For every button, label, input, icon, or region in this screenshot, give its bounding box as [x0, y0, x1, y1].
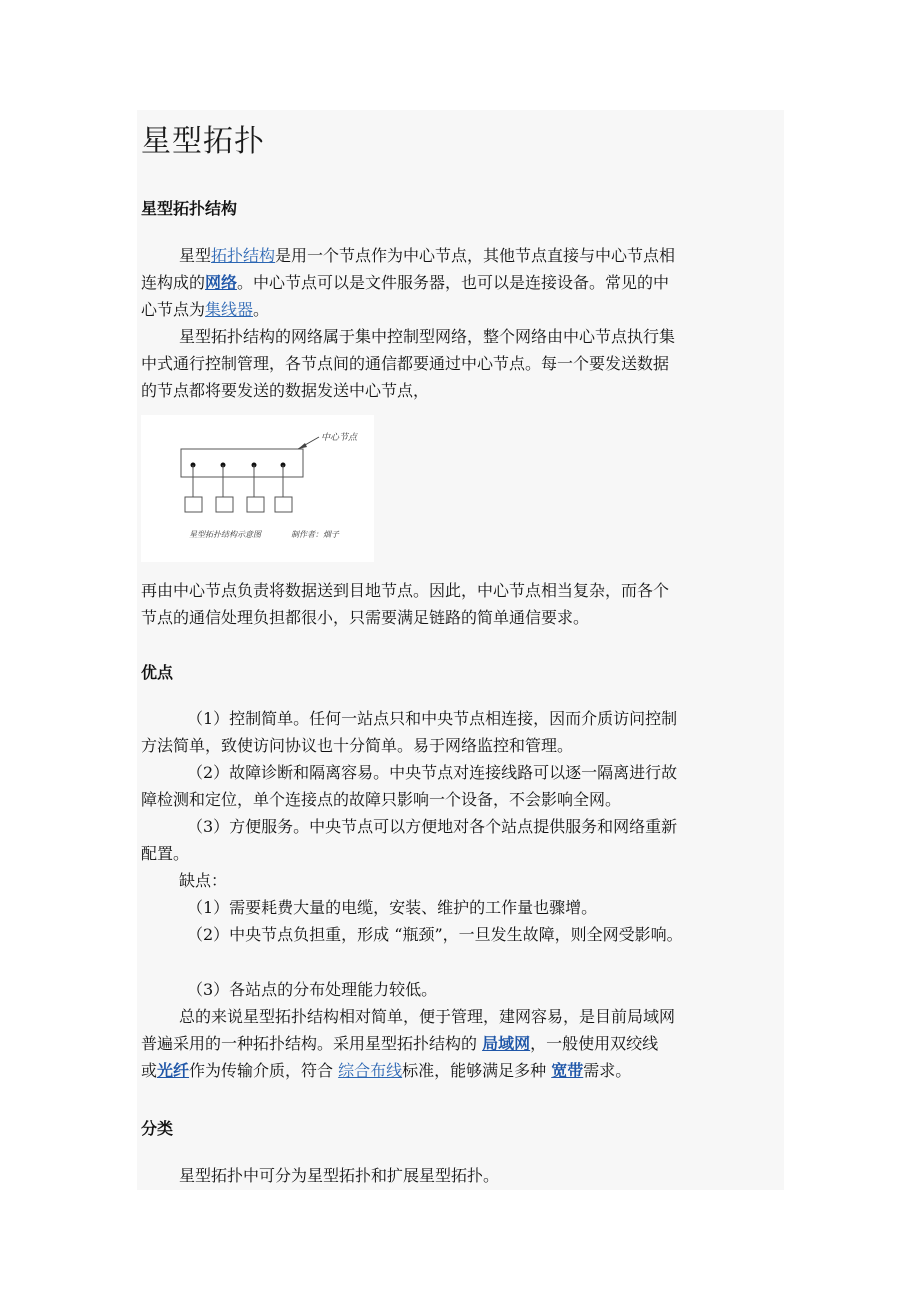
link-topology-structure[interactable]: 拓扑结构	[211, 246, 276, 265]
paragraph-center-role-line2: 节点的通信处理负担都很小，只需要满足链路的简单通信要求。	[141, 608, 590, 627]
paragraph-center-role: 再由中心节点负责将数据送到目地节点。因此，中心节点相当复杂，而各个	[141, 581, 670, 600]
link-broadband[interactable]: 宽带	[551, 1061, 584, 1080]
terminal-node	[275, 497, 292, 512]
disadvantage-3: （3）各站点的分布处理能力较低。	[187, 980, 438, 999]
paragraph-summary-line3: 或光纤作为传输介质，符合 综合布线标准，能够满足多种 宽带需求。	[141, 1061, 632, 1080]
figure-author: 制作者：烟子	[291, 530, 339, 539]
advantage-2-line2: 障检测和定位，单个连接点的故障只影响一个设备，不会影响全网。	[141, 790, 622, 809]
center-node-label: 中心节点	[321, 433, 358, 443]
paragraph-summary-line2: 普遍采用的一种拓扑结构。采用星型拓扑结构的 局域网，一般使用双绞线	[141, 1034, 659, 1053]
paragraph-summary: 总的来说星型拓扑结构相对简单，便于管理，建网容易，是目前局域网	[179, 1007, 676, 1026]
disadvantages-heading: 缺点：	[179, 871, 228, 890]
advantage-1-line2: 方法简单，致使访问协议也十分简单。易于网络监控和管理。	[141, 736, 574, 755]
link-structured-cabling[interactable]: 综合布线	[338, 1061, 403, 1080]
terminal-node	[247, 497, 264, 512]
document-page	[137, 110, 784, 1190]
section-heading-classification: 分类	[141, 1119, 174, 1138]
paragraph-centralized-line3: 的节点都将要发送的数据发送中心节点，	[141, 381, 430, 400]
advantage-3-line2: 配置。	[141, 844, 190, 863]
advantage-2: （2）故障诊断和隔离容易。中央节点对连接线路可以逐一隔离进行故	[187, 763, 678, 782]
advantage-3: （3）方便服务。中央节点可以方便地对各个站点提供服务和网络重新	[187, 817, 678, 836]
advantage-1: （1）控制简单。任何一站点只和中央节点相连接，因而介质访问控制	[187, 709, 678, 728]
star-topology-diagram	[141, 415, 374, 562]
arrow-head	[298, 443, 307, 449]
disadvantage-2: （2）中央节点负担重，形成 “瓶颈”，一旦发生故障，则全网受影响。	[187, 925, 683, 944]
page-title: 星型拓扑	[141, 124, 265, 159]
paragraph-intro: 星型拓扑结构是用一个节点作为中心节点，其他节点直接与中心节点相	[179, 246, 676, 265]
paragraph-intro-line3: 心节点为集线器。	[141, 300, 270, 319]
paragraph-classification: 星型拓扑中可分为星型拓扑和扩展星型拓扑。	[179, 1166, 500, 1185]
link-hub[interactable]: 集线器	[205, 300, 254, 319]
terminal-node	[216, 497, 233, 512]
link-optical-fiber[interactable]: 光纤	[157, 1061, 190, 1080]
link-lan[interactable]: 局域网	[482, 1034, 531, 1053]
section-heading-structure: 星型拓扑结构	[141, 199, 238, 218]
figure-caption: 星型拓扑结构示意图	[189, 530, 261, 539]
paragraph-centralized-line2: 中式通行控制管理，各节点间的通信都要通过中心节点。每一个要发送数据	[141, 354, 670, 373]
terminal-node	[185, 497, 202, 512]
paragraph-centralized: 星型拓扑结构的网络属于集中控制型网络，整个网络由中心节点执行集	[179, 327, 676, 346]
disadvantage-1: （1）需要耗费大量的电缆，安装、维护的工作量也骤增。	[187, 898, 598, 917]
link-network[interactable]: 网络	[205, 273, 238, 292]
section-heading-advantages: 优点	[141, 663, 174, 682]
center-node-box	[181, 449, 303, 477]
paragraph-intro-line2: 连构成的网络。中心节点可以是文件服务器，也可以是连接设备。常见的中	[141, 273, 670, 292]
star-topology-figure	[141, 415, 374, 562]
